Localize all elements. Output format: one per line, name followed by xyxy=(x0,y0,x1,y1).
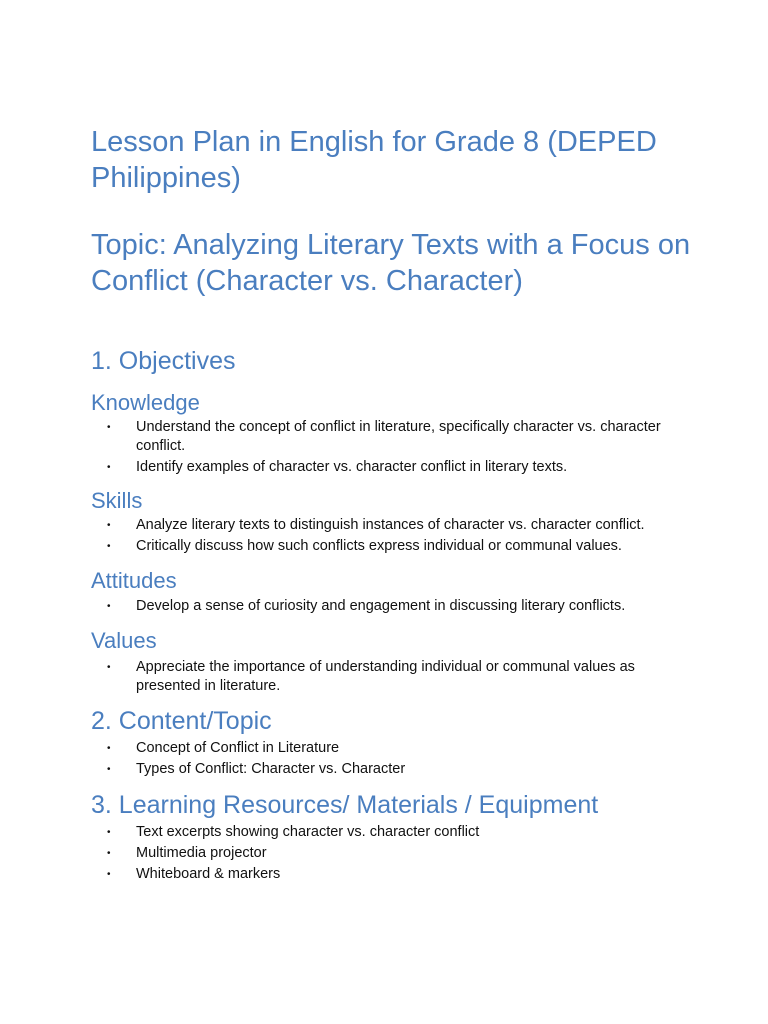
list-item: • Identify examples of character vs. character conflict in literary texts. xyxy=(107,459,568,475)
bullet-icon: • xyxy=(107,848,111,859)
resources-heading: 3. Learning Resources/ Materials / Equipment xyxy=(91,791,599,819)
document-title: Lesson Plan in English for Grade 8 (DEPED Philippines) xyxy=(91,126,657,194)
list-item: • Analyze literary texts to distinguish instances of character vs. character conflict. xyxy=(107,517,645,533)
list-item: • Critically discuss how such conflicts express individual or communal values. xyxy=(107,538,622,554)
bullet-icon: • xyxy=(107,422,111,433)
skills-list xyxy=(91,516,691,558)
bullet-icon: • xyxy=(107,869,111,880)
bullet-icon: • xyxy=(107,541,111,552)
resources-list xyxy=(91,823,691,886)
bullet-icon: • xyxy=(107,462,111,473)
values-heading: Values xyxy=(91,628,157,653)
attitudes-heading: Attitudes xyxy=(91,568,177,593)
bullet-icon: • xyxy=(107,827,111,838)
topic-heading: Topic: Analyzing Literary Texts with a Focus on Conflict (Character vs. Character) xyxy=(91,229,691,297)
bullet-icon: • xyxy=(107,601,111,612)
attitudes-list xyxy=(91,597,691,618)
list-item: • Text excerpts showing character vs. character conflict xyxy=(107,824,480,840)
list-item: • Types of Conflict: Character vs. Character xyxy=(107,761,406,777)
bullet-icon: • xyxy=(107,743,111,754)
list-item: • Understand the concept of conflict in literature, specifically character vs. character conflict. xyxy=(107,419,661,454)
list-item: • Appreciate the importance of understanding individual or communal values as presented in literature. xyxy=(107,659,635,694)
bullet-icon: • xyxy=(107,764,111,775)
bullet-icon: • xyxy=(107,520,111,531)
objectives-heading: 1. Objectives xyxy=(91,347,236,375)
list-item: • Develop a sense of curiosity and engagement in discussing literary conflicts. xyxy=(107,598,626,614)
bullet-icon: • xyxy=(107,662,111,673)
skills-heading: Skills xyxy=(91,488,143,513)
values-list xyxy=(91,658,691,698)
list-item: • Multimedia projector xyxy=(107,845,267,861)
list-item: • Concept of Conflict in Literature xyxy=(107,740,340,756)
knowledge-heading: Knowledge xyxy=(91,390,200,415)
content-heading: 2. Content/Topic xyxy=(91,707,272,735)
knowledge-list xyxy=(91,418,691,479)
list-item: • Whiteboard & markers xyxy=(107,866,281,882)
content-list xyxy=(91,739,691,781)
